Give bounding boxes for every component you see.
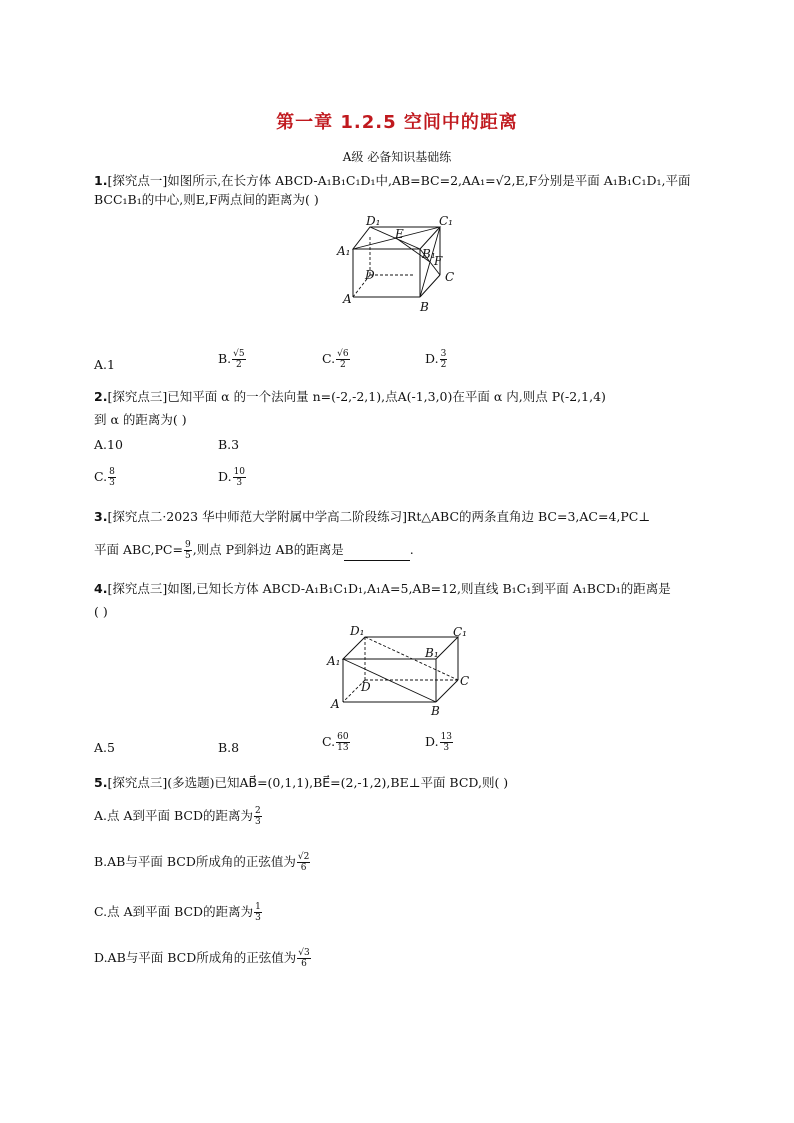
q4-label-c1: C₁ — [453, 625, 467, 639]
q4-cuboid-figure — [325, 622, 475, 722]
section-heading: A级 必备知识基础练 — [342, 150, 452, 164]
q4-label-b: B — [431, 704, 440, 718]
q4-line2: ( ) — [94, 604, 108, 619]
q3-line1 — [94, 508, 650, 526]
q4-text-1: [探究点三]如图,已知长方体 ABCD-A₁B₁C₁D₁,A₁A=5,AB=12,则直线 B₁C₁到平面 A₁BCD₁的距离是 — [107, 581, 671, 596]
q5-option-c[interactable]: C.点 A到平面 BCD的距离为 $\frac{1}{3}$ — [94, 902, 261, 923]
q3-number: 3. — [94, 509, 108, 524]
q5-option-a[interactable]: A.点 A到平面 BCD的距离为 $\frac{2}{3}$ — [94, 806, 261, 827]
q4-label-c: C — [460, 674, 470, 688]
q3-text-1: [探究点二·2023 华中师范大学附属中学高二阶段练习]Rt△ABC的两条直角边 BC=3,AC=4,PC⊥ — [107, 509, 651, 524]
q1-label-f: F — [434, 254, 443, 268]
q1-cuboid-figure — [335, 213, 465, 318]
q1-label-d: D — [365, 268, 375, 282]
q1-option-c[interactable]: C. $\frac{√6}{2}$ — [322, 349, 349, 370]
q1-number: 1. — [94, 173, 108, 188]
q1-text-1: [探究点一]如图所示,在长方体 ABCD-A₁B₁C₁D₁中,AB=BC=2,AA₁=√2,E,F分别是平面 A₁B₁C₁D₁,平面 — [107, 173, 691, 188]
q4-line1 — [94, 580, 671, 598]
q2-line1 — [94, 388, 606, 406]
q5-option-d[interactable]: D.AB与平面 BCD所成角的正弦值为 $\frac{√3}{6}$ — [94, 948, 310, 969]
q1-option-b[interactable]: B. $\frac{√5}{2}$ — [218, 349, 245, 370]
q1-label-b1: B₁ — [422, 247, 436, 261]
q4-option-d[interactable]: D. $\frac{13}{3}$ — [425, 732, 453, 753]
q4-label-d1: D₁ — [350, 624, 365, 638]
q1-label-c: C — [445, 270, 455, 284]
q4-number: 4. — [94, 581, 108, 596]
q2-option-d[interactable]: D. $\frac{10}{3}$ — [218, 467, 246, 488]
q2-text-1: [探究点三]已知平面 α 的一个法向量 n=(-2,-2,1),点A(-1,3,0)在平面 α 内,则点 P(-2,1,4) — [107, 389, 606, 404]
q5-line1 — [94, 774, 508, 792]
q1-line2: BCC₁B₁的中心,则E,F两点间的距离为( ) — [94, 192, 319, 207]
q5-option-b[interactable]: B.AB与平面 BCD所成角的正弦值为 $\frac{√2}{6}$ — [94, 852, 310, 873]
q4-option-b[interactable]: B.8 — [218, 740, 240, 755]
q4-label-a: A — [331, 697, 340, 711]
q4-label-d: D — [361, 680, 371, 694]
q1-label-b: B — [420, 300, 429, 314]
q1-label-a1: A₁ — [337, 244, 351, 258]
q1-label-d1: D₁ — [366, 214, 381, 228]
q2-option-c[interactable]: C. $\frac{8}{3}$ — [94, 467, 115, 488]
q1-option-d[interactable]: D. $\frac{3}{2}$ — [425, 349, 447, 370]
q5-text-1: [探究点三](多选题)已知AB⃗=(0,1,1),BE⃗=(2,-1,2),BE⊥平面 BCD,则( ) — [107, 775, 509, 790]
q1-line1 — [94, 172, 691, 190]
q2-number: 2. — [94, 389, 108, 404]
q4-label-a1: A₁ — [327, 654, 341, 668]
q3-answer-blank[interactable] — [344, 548, 410, 561]
q1-label-c1: C₁ — [439, 214, 453, 228]
q2-option-a[interactable]: A.10 — [94, 437, 123, 452]
q4-option-c[interactable]: C. $\frac{60}{13}$ — [322, 732, 349, 753]
q5-number: 5. — [94, 775, 108, 790]
q2-option-b[interactable]: B.3 — [218, 437, 240, 452]
q1-label-e: E — [395, 227, 404, 241]
q1-option-a[interactable]: A.1 — [94, 357, 115, 372]
q2-line2: 到 α 的距离为( ) — [94, 412, 187, 427]
page-title: 第一章 1.2.5 空间中的距离 — [276, 112, 518, 133]
q4-option-a[interactable]: A.5 — [94, 740, 115, 755]
q1-label-a: A — [343, 292, 352, 306]
q4-label-b1: B₁ — [425, 646, 439, 660]
q3-line2: 平面 ABC,PC= $\frac{9}{5}$ ,则点 P到斜边 AB的距离是 . — [94, 540, 414, 561]
